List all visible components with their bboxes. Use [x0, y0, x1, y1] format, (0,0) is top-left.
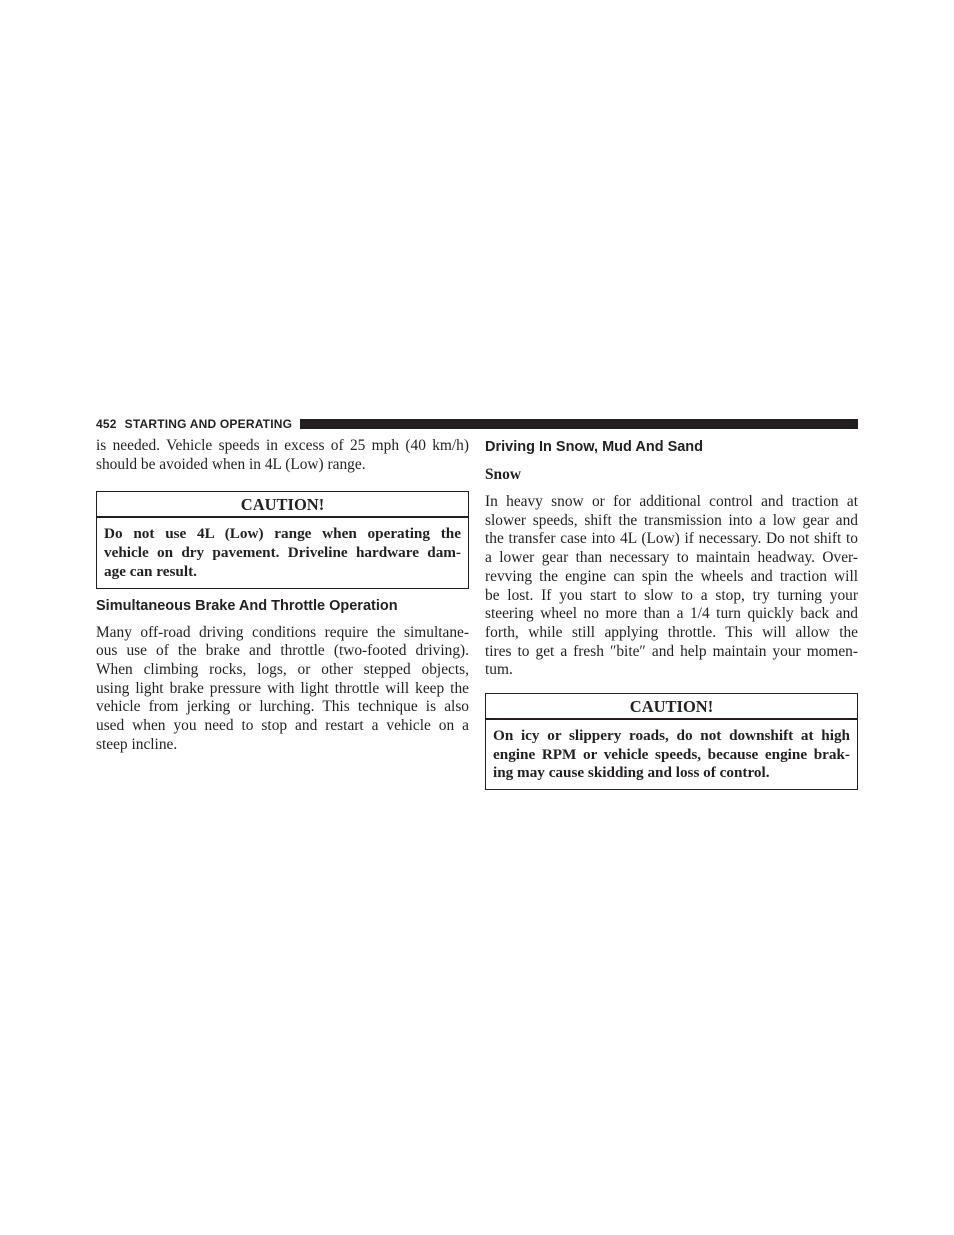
- sub-heading: Snow: [485, 466, 521, 483]
- text-line: In heavy snow or for additional control and traction at: [485, 493, 858, 510]
- text-line: forth, while still applying throttle. This will allow the: [485, 623, 858, 641]
- text-line: steep incline.: [96, 735, 178, 753]
- caution-text: [486, 720, 857, 789]
- text-line: a lower gear than necessary to maintain headway. Over-: [485, 549, 858, 567]
- text-line: the transfer case into 4L (Low) if necessary. Do not shift to: [485, 530, 858, 548]
- text-line: vehicle from jerking or lurching. This technique is also: [96, 698, 469, 716]
- text-line: age can result.: [104, 562, 197, 580]
- text-line: Many off-road driving conditions require the simultane-: [96, 623, 469, 641]
- caution-box: [96, 491, 469, 588]
- text-line: When climbing rocks, logs, or other stepped objects,: [96, 660, 469, 678]
- text-line: Do not use 4L (Low) range when operating the: [104, 525, 461, 543]
- text-line: ous use of the brake and throttle (two-footed driving).: [96, 642, 469, 660]
- right-column: [485, 437, 858, 790]
- left-column: [96, 437, 469, 754]
- page-number: 452: [96, 417, 117, 431]
- caution-title: CAUTION!: [486, 694, 857, 720]
- text-line: On icy or slippery roads, do not downshift at high: [493, 727, 850, 745]
- text-line: steering wheel no more than a 1/4 turn quickly back and: [485, 605, 858, 623]
- text-line: used when you need to stop and restart a vehicle on a: [96, 717, 469, 735]
- text-line: ing may cause skidding and loss of control.: [493, 764, 770, 782]
- caution-title: CAUTION!: [97, 492, 468, 518]
- section-heading: Driving In Snow, Mud And Sand: [485, 439, 704, 455]
- section-title: STARTING AND OPERATING: [124, 417, 293, 431]
- caution-text: [97, 518, 468, 587]
- caution-box: [485, 693, 858, 790]
- page-header: [96, 416, 858, 432]
- text-line: slower speeds, shift the transmission into a low gear and: [485, 511, 858, 529]
- text-line: vehicle on dry pavement. Driveline hardware dam-: [104, 544, 461, 562]
- text-line: tires to get a fresh ″bite″ and help maintain your momen-: [485, 642, 858, 660]
- body-paragraph: [96, 624, 469, 755]
- text-line: be lost. If you start to slow to a stop, try turning your: [485, 586, 858, 604]
- header-rule: [300, 419, 858, 429]
- text-line: is needed. Vehicle speeds in excess of 25 mph (40 km/h): [96, 437, 469, 454]
- text-line: engine RPM or vehicle speeds, because engine brak-: [493, 745, 850, 763]
- section-heading: Simultaneous Brake And Throttle Operation: [96, 597, 398, 614]
- body-paragraph: [485, 493, 858, 680]
- text-line: should be avoided when in 4L (Low) range.: [96, 455, 366, 473]
- text-line: tum.: [485, 661, 513, 679]
- text-line: revving the engine can spin the wheels and traction will: [485, 567, 858, 585]
- text-line: using light brake pressure with light throttle will keep the: [96, 679, 469, 697]
- intro-paragraph: [96, 437, 469, 474]
